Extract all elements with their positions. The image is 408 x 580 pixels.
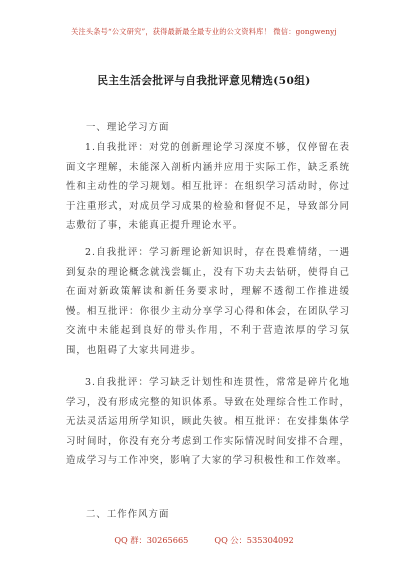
paragraph-2: 2.自我批评：学习新理论新知识时，存在畏难情绪，一遇到复杂的理论概念就浅尝辄止，没有下功夫去钻研，使得自己在面对新政策解读和新任务要求时，理解不透彻工作推进缓慢。相互批评：你很少主动分享学习心得和体会，在团队学习交流中未能起到良好的带头作用，不利于营造浓厚的学习氛围，也阻碍了大家共同进步。 <box>66 247 350 356</box>
footer-qq-public: QQ 公：535304092 <box>214 535 294 545</box>
footer-contact <box>0 535 408 546</box>
section-heading-theory: 一、理论学习方面 <box>86 122 170 133</box>
paragraph-3: 3.自我批评：学习缺乏计划性和连贯性，常常是碎片化地学习，没有形成完整的知识体系。导致在处理综合性工作时，无法灵活运用所学知识，顾此失彼。相互批评：在安排集体学习时间时，你没有充分考虑到工作实际情况时间安排不合理，造成学习与工作冲突，影响了大家的学习积极性和工作效率。 <box>66 377 350 467</box>
header-promo: 关注头条号“公文研究”，获得最新最全最专业的公文资料库！ 微信：gongwenyj <box>71 27 337 36</box>
document-title: 民主生活会批评与自我批评意见精选(50组) <box>97 75 311 87</box>
section-heading-workstyle: 二、工作作风方面 <box>86 509 170 520</box>
paragraph-1: 1.自我批评：对党的创新理论学习深度不够，仅停留在表面文字理解，未能深入剖析内涵并应用于实际工作，缺乏系统性和主动性的学习规划。相互批评：在组织学习活动时，你过于注重形式，对成员学习成果的检验和督促不足，导致部分同志敷衍了事，未能真正提升理论水平。 <box>66 142 350 232</box>
footer-qq-group: QQ 群：30265665 <box>114 535 189 545</box>
